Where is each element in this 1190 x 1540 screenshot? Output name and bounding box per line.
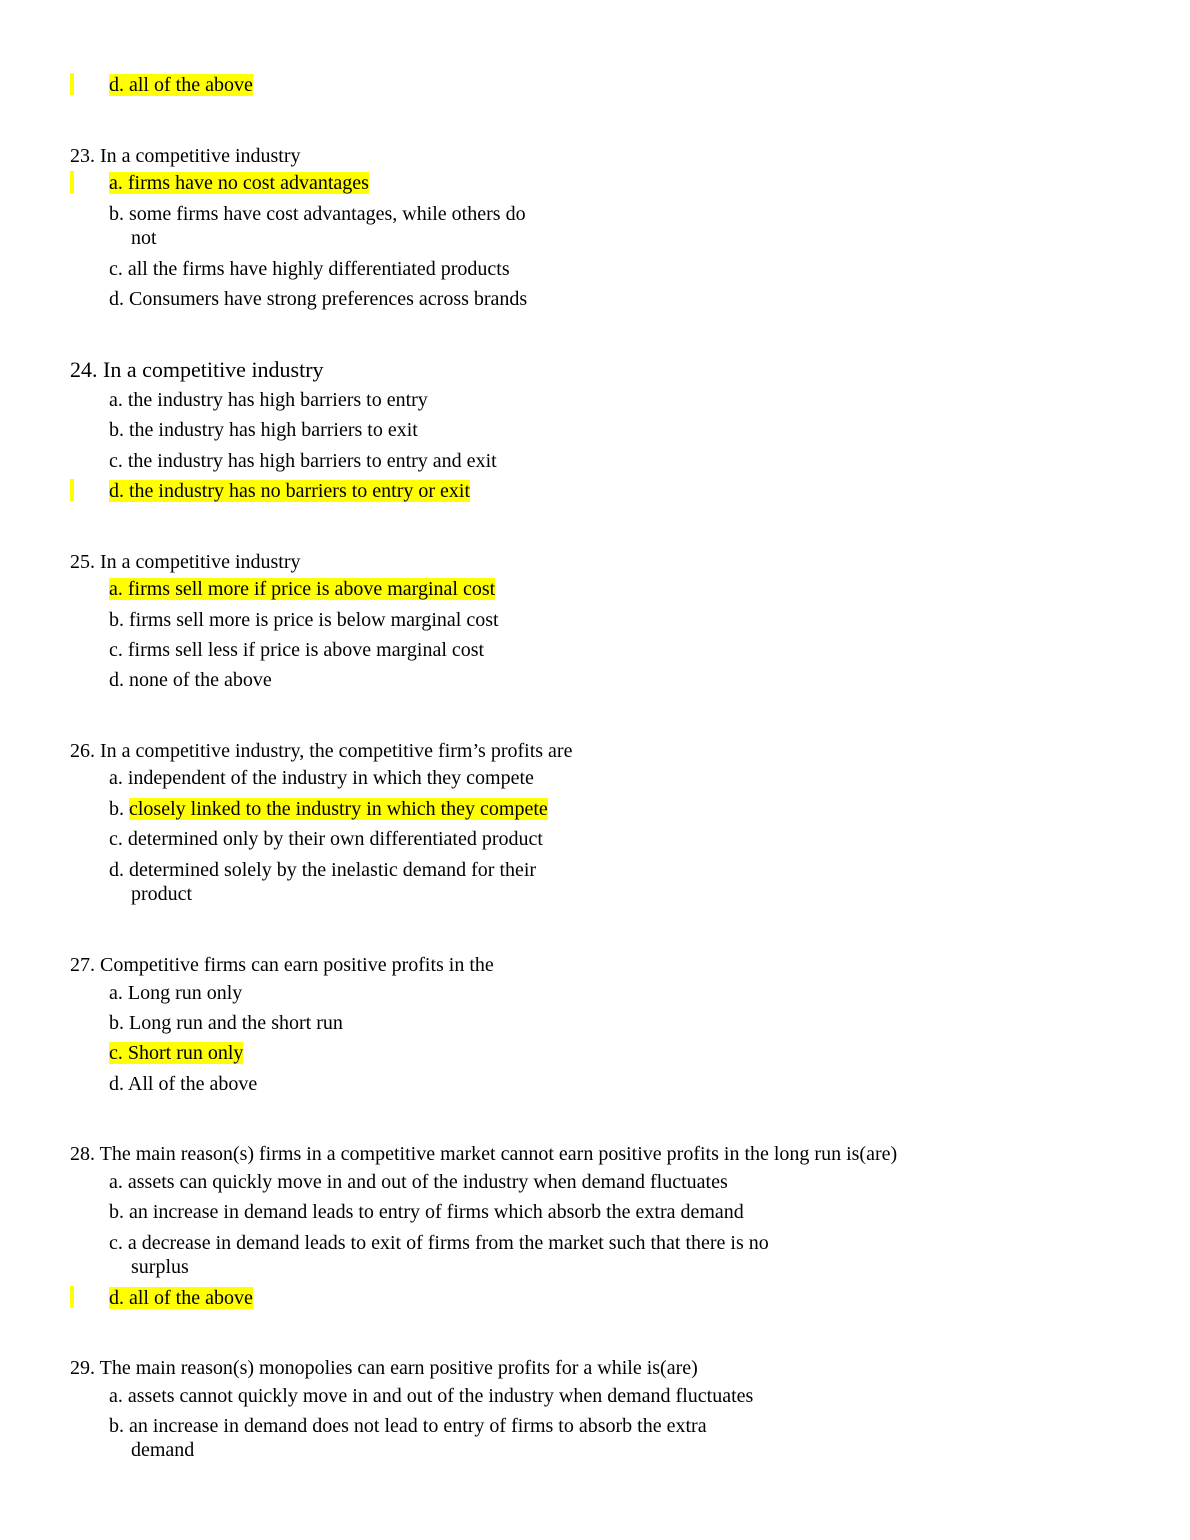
question-29-option-a: a. assets cannot quickly move in and out of the industry when demand fluctuates — [109, 1385, 754, 1407]
question-29-stem: 29. The main reason(s) monopolies can earn positive profits for a while is(are) — [70, 1357, 698, 1379]
question-24-option-d: d. the industry has no barriers to entry or exit — [109, 480, 471, 502]
question-28-option-b: b. an increase in demand leads to entry of firms which absorb the extra demand — [109, 1201, 744, 1223]
question-23-option-b-continued: not — [131, 227, 157, 249]
question-26-option-c: c. determined only by their own differentiated product — [109, 828, 543, 850]
question-26-option-b: b. closely linked to the industry in which they compete — [109, 798, 548, 820]
question-25-option-b: b. firms sell more is price is below marginal cost — [109, 609, 499, 631]
question-26-stem: 26. In a competitive industry, the competitive firm’s profits are — [70, 740, 573, 762]
question-28-option-c: c. a decrease in demand leads to exit of firms from the market such that there is no — [109, 1232, 769, 1254]
question-28-option-a: a. assets can quickly move in and out of the industry when demand fluctuates — [109, 1171, 728, 1193]
question-29-option-b: b. an increase in demand does not lead to entry of firms to absorb the extra — [109, 1415, 707, 1437]
question-27-option-b: b. Long run and the short run — [109, 1012, 343, 1034]
question-29-option-b-continued: demand — [131, 1439, 195, 1461]
question-26-option-d: d. determined solely by the inelastic demand for their — [109, 859, 537, 881]
question-25-option-c: c. firms sell less if price is above marginal cost — [109, 639, 485, 661]
question-28-stem: 28. The main reason(s) firms in a competitive market cannot earn positive profits in the long run is(are) — [70, 1143, 898, 1165]
question-23-option-b: b. some firms have cost advantages, while others do — [109, 203, 526, 225]
question-28-option-d: d. all of the above — [109, 1287, 253, 1309]
question-27-option-a: a. Long run only — [109, 982, 243, 1004]
question-25-option-a: a. firms sell more if price is above marginal cost — [109, 578, 496, 600]
question-26-option-a: a. independent of the industry in which they compete — [109, 767, 534, 789]
question-24-option-a: a. the industry has high barriers to entry — [109, 389, 428, 411]
question-23-stem: 23. In a competitive industry — [70, 145, 301, 167]
question-28-option-c-continued: surplus — [131, 1256, 189, 1278]
question-25-stem: 25. In a competitive industry — [70, 551, 301, 573]
question-26-option-d-continued: product — [131, 883, 193, 905]
question-24-option-c: c. the industry has high barriers to entry and exit — [109, 450, 497, 472]
question-25-option-d: d. none of the above — [109, 669, 272, 691]
question-23-option-c: c. all the firms have highly differentiated products — [109, 258, 510, 280]
question-23-option-d: d. Consumers have strong preferences across brands — [109, 288, 528, 310]
option-d: d. all of the above — [109, 74, 253, 96]
question-27-option-c: c. Short run only — [109, 1042, 244, 1064]
question-23-option-a: a. firms have no cost advantages — [109, 172, 369, 194]
question-24-option-b: b. the industry has high barriers to exit — [109, 419, 418, 441]
question-27-stem: 27. Competitive firms can earn positive profits in the — [70, 954, 494, 976]
question-27-option-d: d. All of the above — [109, 1073, 258, 1095]
question-24-stem: 24. In a competitive industry — [70, 357, 324, 382]
